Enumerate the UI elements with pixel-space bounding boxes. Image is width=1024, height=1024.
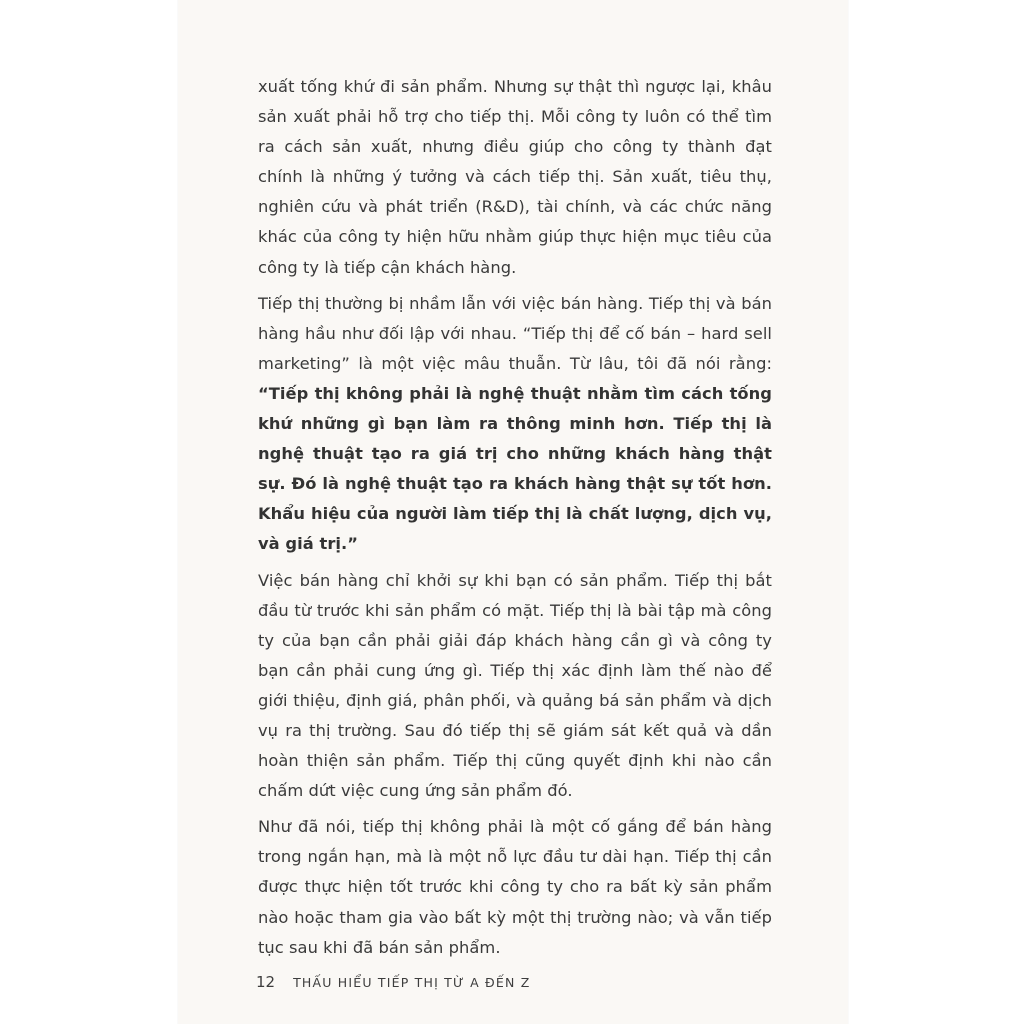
page-body [258,72,772,963]
paragraph-2 [258,289,772,560]
paragraph-2-bold-quote: “Tiếp thị không phải là nghệ thuật nhằm tìm cách tống khứ những gì bạn làm ra thông minh hơn. Tiếp thị là nghệ thuật tạo ra giá trị cho những khách hàng thật sự. Đó là nghệ thuật tạo ra khách hàng thật sự tốt hơn. Khẩu hiệu của người làm tiếp thị là chất lượng, dịch vụ, và giá trị.” [258,383,772,554]
paragraph-3: Việc bán hàng chỉ khởi sự khi bạn có sản phẩm. Tiếp thị bắt đầu từ trước khi sản phẩm có mặt. Tiếp thị là bài tập mà công ty của bạn cần phải giải đáp khách hàng cần gì và công ty bạn cần phải cung ứng gì. Tiếp thị xác định làm thế nào để giới thiệu, định giá, phân phối, và quảng bá sản phẩm và dịch vụ ra thị trường. Sau đó tiếp thị sẽ giám sát kết quả và dần hoàn thiện sản phẩm. Tiếp thị cũng quyết định khi nào cần chấm dứt việc cung ứng sản phẩm đó. [258,570,772,801]
paragraph-1: xuất tống khứ đi sản phẩm. Nhưng sự thật thì ngược lại, khâu sản xuất phải hỗ trợ cho tiếp thị. Mỗi công ty luôn có thể tìm ra cách sản xuất, nhưng điều giúp cho công ty thành đạt chính là những ý tưởng và cách tiếp thị. Sản xuất, tiêu thụ, nghiên cứu và phát triển (R&D), tài chính, và các chức năng khác của công ty hiện hữu nhằm giúp thực hiện mục tiêu của công ty là tiếp cận khách hàng. [258,77,772,277]
page-number: 12 [256,973,276,991]
paragraph-2-text: Tiếp thị thường bị nhầm lẫn với việc bán hàng. Tiếp thị và bán hàng hầu như đối lập với nhau. “Tiếp thị để cố bán – hard sell marketing” là một việc mâu thuẫn. Từ lâu, tôi đã nói rằng: [258,293,772,373]
running-title: THẤU HIỂU TIẾP THỊ TỪ A ĐẾN Z [293,974,531,990]
page-footer [256,968,530,996]
paragraph-4: Như đã nói, tiếp thị không phải là một cố gắng để bán hàng trong ngắn hạn, mà là một nỗ lực đầu tư dài hạn. Tiếp thị cần được thực hiện tốt trước khi công ty cho ra bất kỳ sản phẩm nào hoặc tham gia vào bất kỳ một thị trường nào; và vẫn tiếp tục sau khi đã bán sản phẩm. [258,817,772,957]
